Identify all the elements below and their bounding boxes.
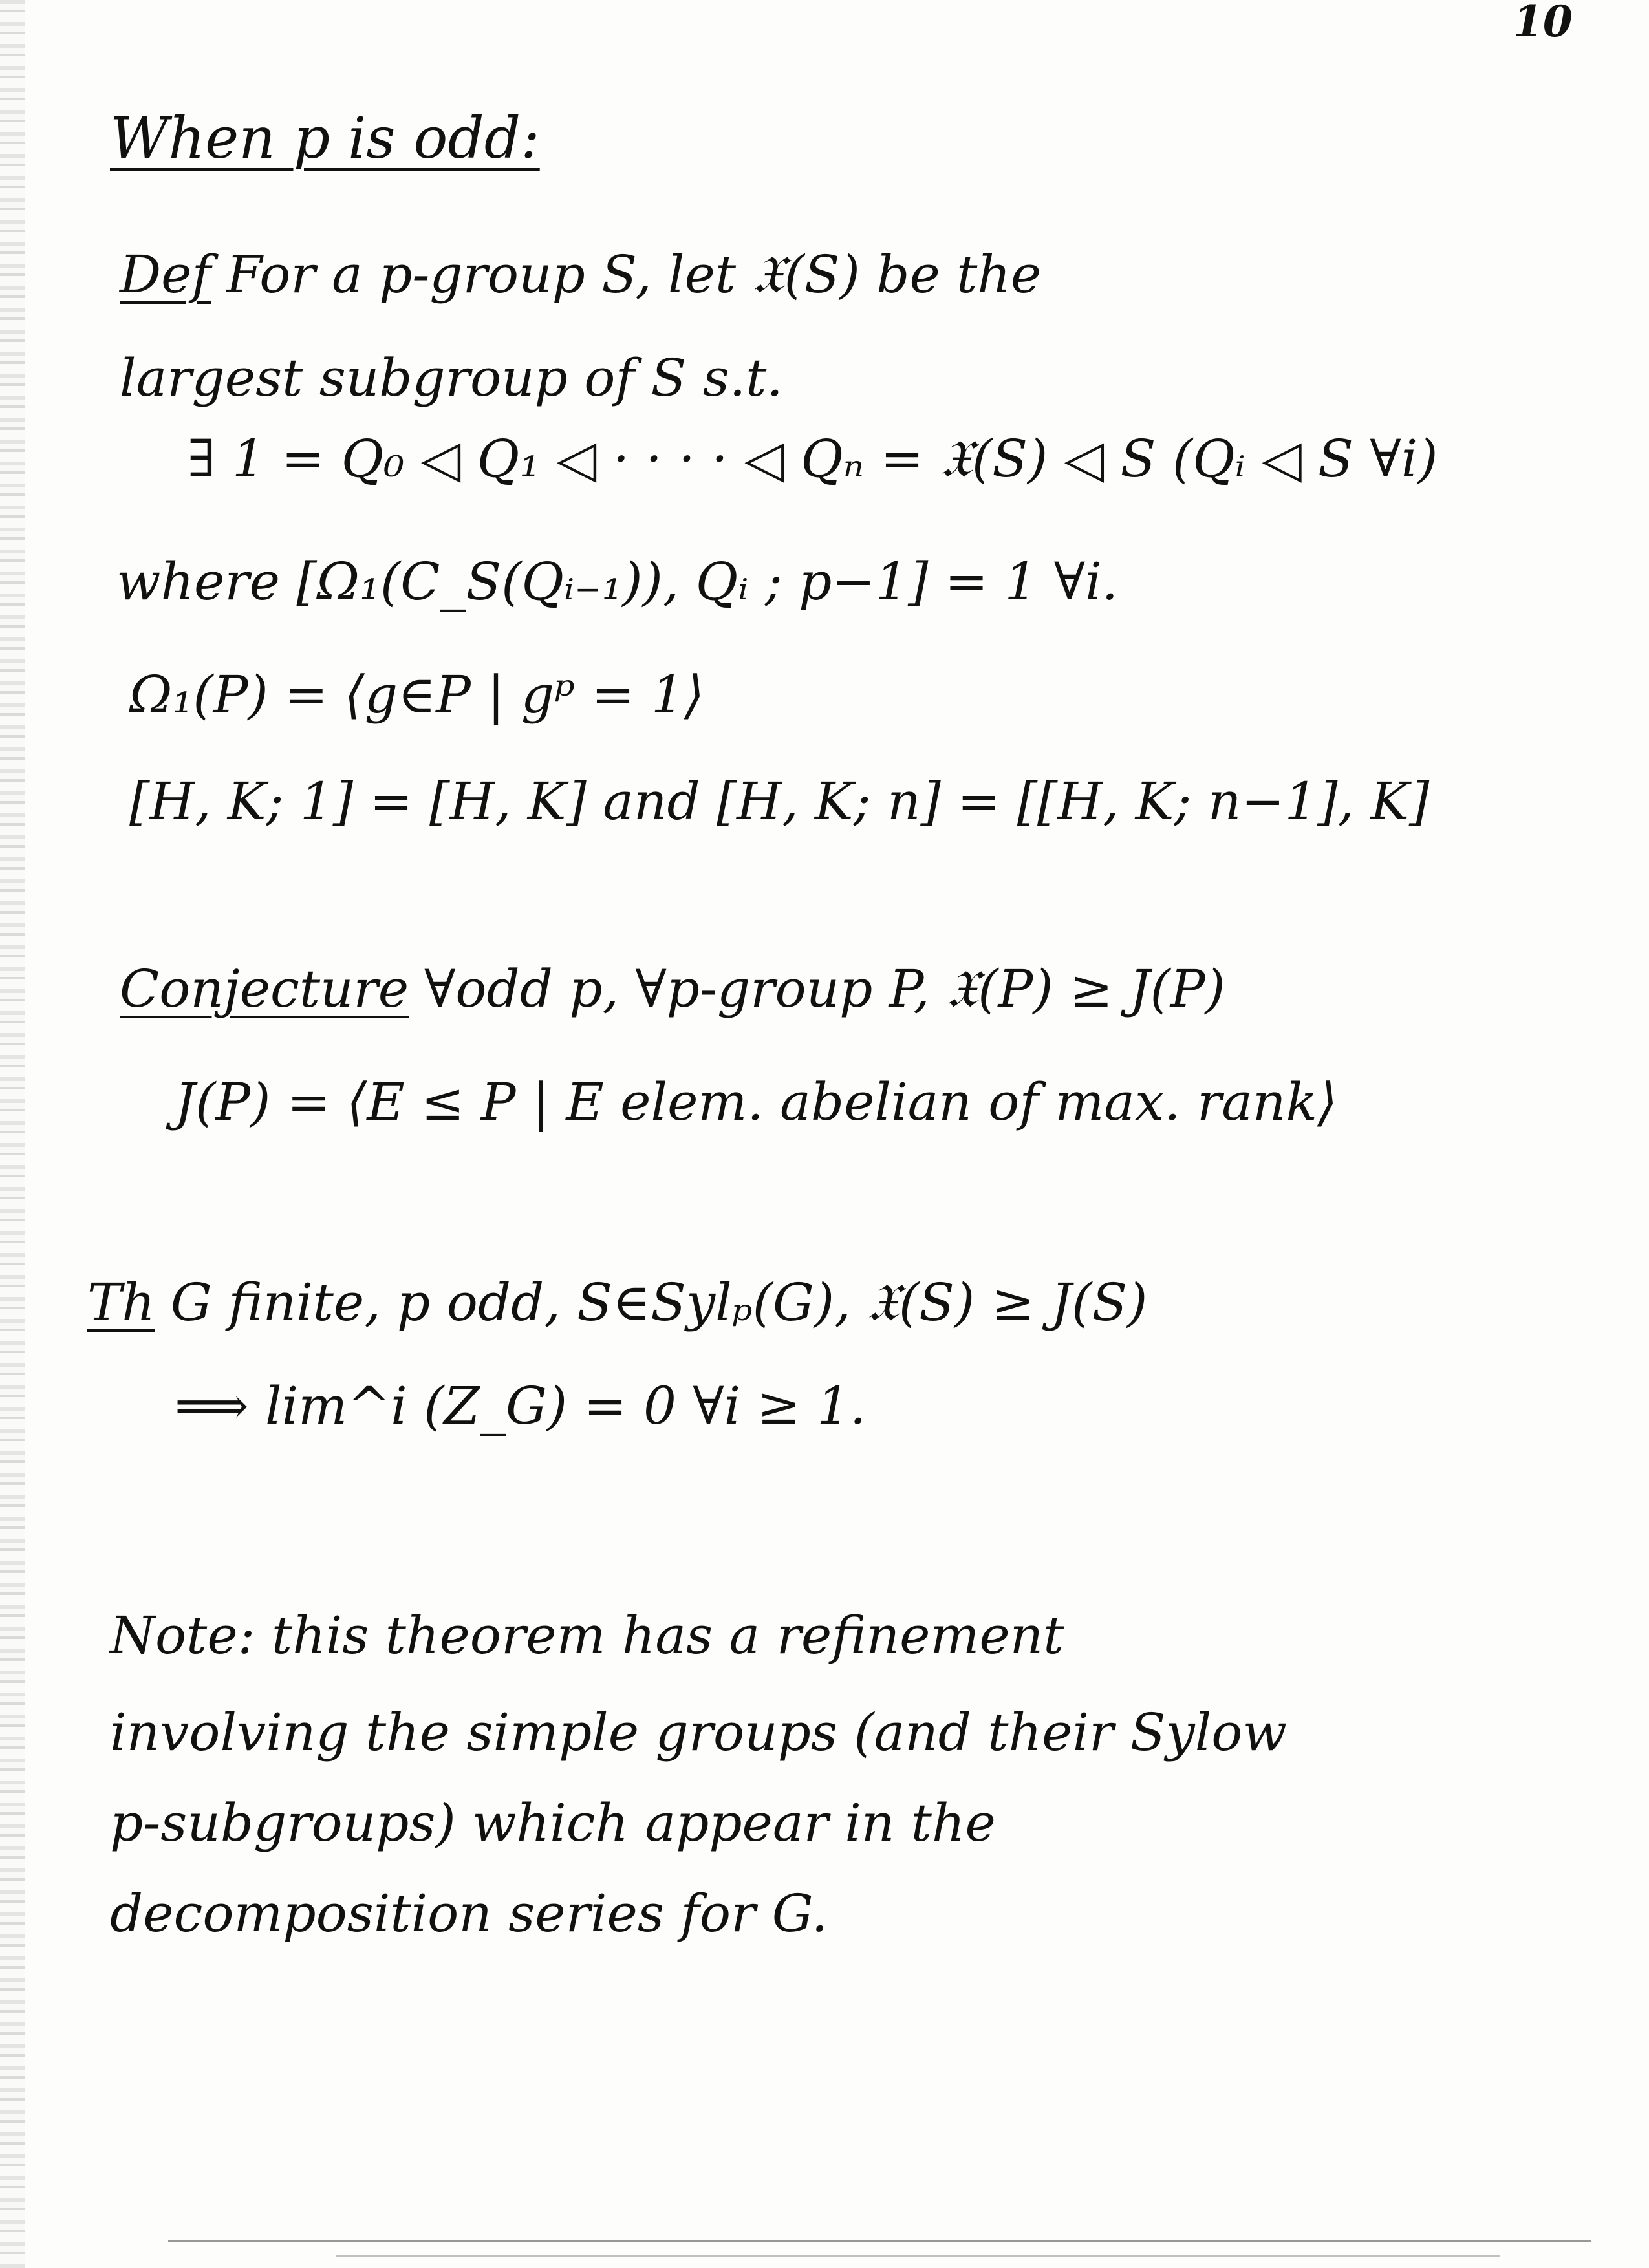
note-line-2: involving the simple groups (and their Sylow — [110, 1702, 1287, 1762]
definition-line-2: largest subgroup of S s.t. — [120, 348, 783, 408]
scan-left-edge — [0, 0, 25, 2268]
definition-line-3: ∃ 1 = Q₀ ◁ Q₁ ◁ · · · · ◁ Qₙ = 𝔛(S) ◁ S (Qᵢ ◁ S ∀i) — [188, 429, 1438, 489]
commutator-definition: [H, K; 1] = [H, K] and [H, K; n] = [[H, K; n−1], K] — [129, 771, 1430, 831]
conjecture-label: Conjecture — [120, 959, 409, 1019]
note-line-1: Note: this theorem has a refinement — [110, 1605, 1064, 1665]
conjecture-line-2: J(P) = ⟨E ≤ P | E elem. abelian of max. rank⟩ — [175, 1072, 1338, 1132]
page-number: 10 — [1513, 0, 1573, 47]
omega-definition: Ω₁(P) = ⟨g∈P | gᵖ = 1⟩ — [129, 665, 705, 725]
note-line-3: p-subgroups) which appear in the — [110, 1793, 996, 1853]
theorem-line-1 — [87, 1272, 1148, 1332]
theorem-text-1: G finite, p odd, S∈Sylₚ(G), 𝔛(S) ≥ J(S) — [170, 1272, 1148, 1332]
definition-line-4: where [Ω₁(C_S(Qᵢ₋₁)), Qᵢ ; p−1] = 1 ∀i. — [116, 551, 1119, 612]
theorem-label: Th — [87, 1272, 155, 1332]
scan-bottom-rule — [168, 2240, 1591, 2242]
definition-label: Def — [120, 244, 211, 305]
definition-text-1: For a p-group S, let 𝔛(S) be the — [226, 244, 1042, 305]
theorem-line-2: ⟹ lim^i (Z_G) = 0 ∀i ≥ 1. — [175, 1376, 867, 1436]
definition-line-1 — [120, 244, 1042, 305]
conjecture-text-1: ∀odd p, ∀p-group P, 𝔛(P) ≥ J(P) — [424, 959, 1225, 1019]
note-line-4: decomposition series for G. — [110, 1883, 828, 1943]
scan-bottom-rule-2 — [336, 2255, 1500, 2257]
section-heading: When p is odd: — [110, 105, 540, 171]
conjecture-line-1 — [120, 959, 1225, 1019]
